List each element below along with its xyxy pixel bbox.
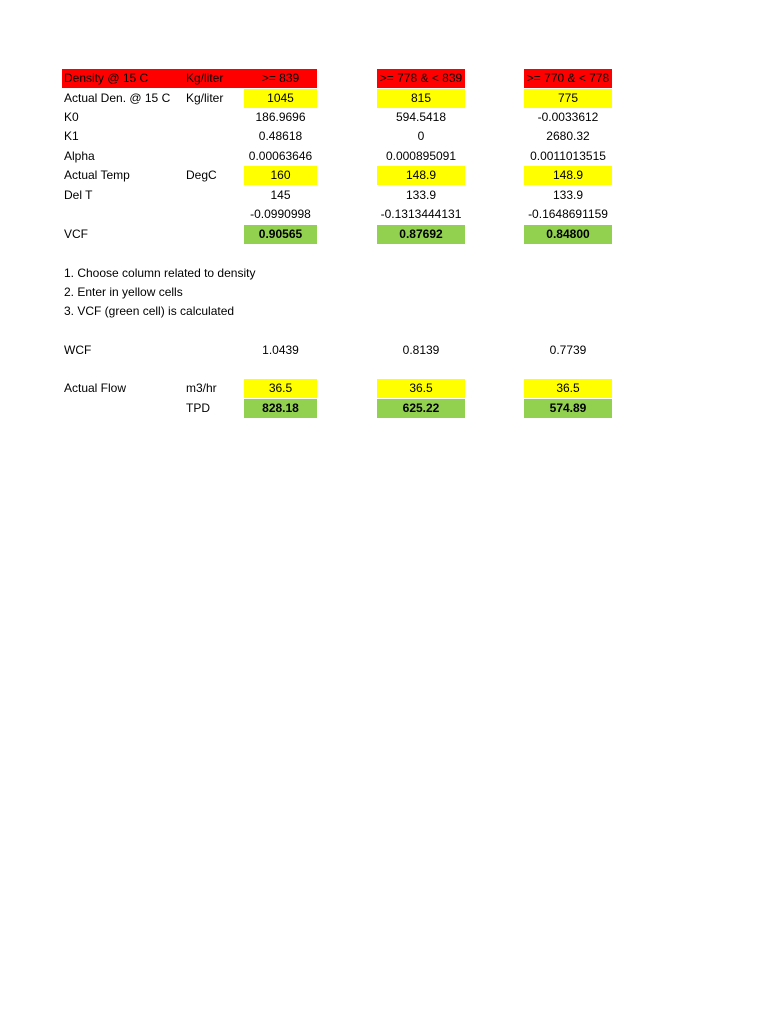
- intermediate-row: [0, 205, 768, 224]
- input-cell[interactable]: 1045: [244, 89, 317, 108]
- value-cell[interactable]: -0.0990998: [250, 207, 311, 221]
- value-cell[interactable]: 594.5418: [395, 110, 447, 124]
- row-label: Alpha: [64, 149, 95, 163]
- value-cell[interactable]: 145: [270, 188, 291, 202]
- row-unit: Kg/liter: [186, 91, 224, 105]
- actual-density-row: [0, 89, 768, 108]
- header-col3[interactable]: >= 770 & < 778: [524, 69, 612, 88]
- input-cell[interactable]: 815: [377, 89, 465, 108]
- input-cell[interactable]: 36.5: [244, 379, 317, 398]
- value-cell[interactable]: 133.9: [405, 188, 437, 202]
- input-cell[interactable]: 775: [524, 89, 612, 108]
- instruction-note: 1. Choose column related to density: [64, 266, 256, 280]
- del-t-row: [0, 186, 768, 205]
- instruction-note: 2. Enter in yellow cells: [64, 285, 183, 299]
- value-cell[interactable]: -0.1313444131: [380, 207, 462, 221]
- value-cell[interactable]: 0.7739: [549, 343, 587, 357]
- value-cell[interactable]: 0.0011013515: [530, 149, 606, 163]
- row-unit: DegC: [186, 168, 217, 182]
- row-label: K1: [64, 129, 79, 143]
- row-unit: m3/hr: [186, 381, 217, 395]
- row-label: Actual Temp: [64, 168, 130, 182]
- row-label: WCF: [64, 343, 92, 357]
- alpha-row: [0, 147, 768, 166]
- value-cell[interactable]: 0.000895091: [385, 149, 457, 163]
- input-cell[interactable]: 160: [244, 166, 317, 185]
- value-cell[interactable]: -0.0033612: [537, 110, 599, 124]
- actual-flow-row: [0, 379, 768, 398]
- value-cell[interactable]: 1.0439: [262, 343, 299, 357]
- row-unit: TPD: [186, 401, 210, 415]
- header-unit[interactable]: Kg/liter: [182, 69, 244, 88]
- header-col2[interactable]: >= 778 & < 839: [377, 69, 465, 88]
- calculated-cell[interactable]: 0.87692: [377, 225, 465, 244]
- row-label: VCF: [64, 227, 88, 241]
- row-label: Del T: [64, 188, 93, 202]
- input-cell[interactable]: 148.9: [524, 166, 612, 185]
- instruction-note: 3. VCF (green cell) is calculated: [64, 304, 235, 318]
- value-cell[interactable]: 2680.32: [546, 129, 590, 143]
- actual-temp-row: [0, 166, 768, 185]
- row-label: K0: [64, 110, 79, 124]
- k1-row: [0, 127, 768, 146]
- calculated-cell[interactable]: 828.18: [244, 399, 317, 418]
- input-cell[interactable]: 148.9: [377, 166, 465, 185]
- value-cell[interactable]: 0.48618: [258, 129, 303, 143]
- tpd-row: [0, 399, 768, 418]
- calculated-cell[interactable]: 0.84800: [524, 225, 612, 244]
- header-col1[interactable]: >= 839: [244, 69, 317, 88]
- k0-row: [0, 108, 768, 127]
- header-row: [0, 69, 768, 88]
- value-cell[interactable]: 0.8139: [402, 343, 440, 357]
- calculated-cell[interactable]: 625.22: [377, 399, 465, 418]
- header-density-label[interactable]: Density @ 15 C: [62, 69, 182, 88]
- calculated-cell[interactable]: 574.89: [524, 399, 612, 418]
- vcf-row: [0, 225, 768, 244]
- wcf-row: [0, 341, 768, 360]
- input-cell[interactable]: 36.5: [524, 379, 612, 398]
- row-label: Actual Den. @ 15 C: [64, 91, 171, 105]
- calculated-cell[interactable]: 0.90565: [244, 225, 317, 244]
- input-cell[interactable]: 36.5: [377, 379, 465, 398]
- value-cell[interactable]: 0: [417, 129, 425, 143]
- row-label: Actual Flow: [64, 381, 127, 395]
- value-cell[interactable]: 186.9696: [255, 110, 306, 124]
- value-cell[interactable]: -0.1648691159: [528, 207, 608, 221]
- value-cell[interactable]: 0.00063646: [248, 149, 313, 163]
- value-cell[interactable]: 133.9: [552, 188, 584, 202]
